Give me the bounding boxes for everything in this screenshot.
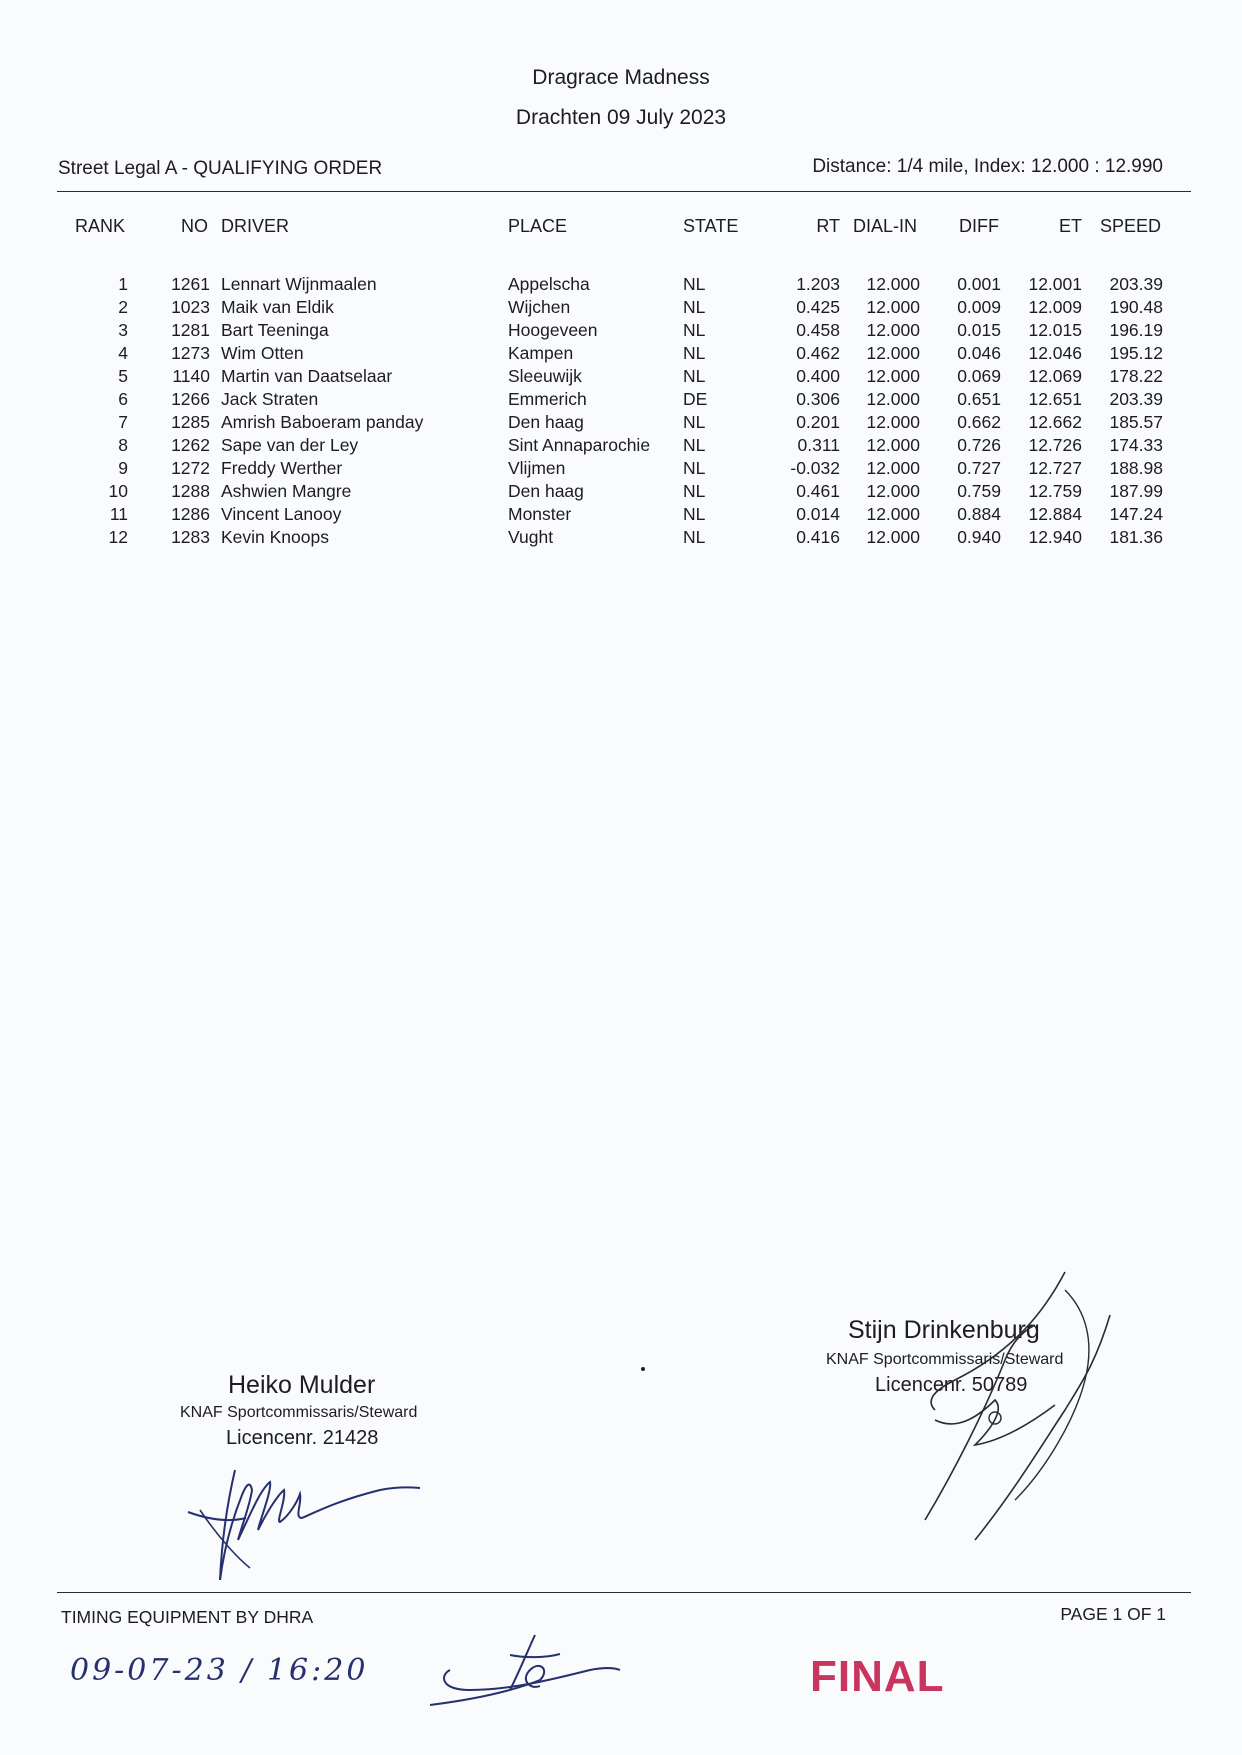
cell-state: NL xyxy=(683,274,706,294)
cell-dial-in: 12.000 xyxy=(866,389,920,409)
cell-dial-in: 12.000 xyxy=(866,366,920,386)
cell-rank: 5 xyxy=(118,366,128,386)
cell-speed: 190.48 xyxy=(1109,297,1163,317)
event-location-date: Drachten 09 July 2023 xyxy=(515,106,727,129)
cell-diff: 0.009 xyxy=(957,297,1001,317)
cell-dial-in: 12.000 xyxy=(866,527,920,547)
col-place: PLACE xyxy=(508,216,568,236)
cell-rank: 2 xyxy=(118,297,128,317)
cell-place: Vught xyxy=(508,527,554,547)
cell-et: 12.015 xyxy=(1028,320,1082,340)
cell-dial-in: 12.000 xyxy=(866,343,920,363)
cell-et: 12.009 xyxy=(1028,297,1082,317)
cell-no: 1286 xyxy=(171,504,210,524)
steward-left-licence: Licencenr. 21428 xyxy=(226,1427,379,1449)
cell-no: 1023 xyxy=(171,297,210,317)
distance-info: Distance: 1/4 mile, Index: 12.000 : 12.990 xyxy=(812,156,1163,177)
final-stamp: FINAL xyxy=(810,1652,945,1701)
cell-rt: 0.416 xyxy=(796,527,840,547)
cell-diff: 0.727 xyxy=(957,458,1001,478)
col-no: NO xyxy=(181,216,208,236)
cell-driver: Sape van der Ley xyxy=(221,435,359,455)
cell-speed: 203.39 xyxy=(1109,389,1163,409)
cell-dial-in: 12.000 xyxy=(866,320,920,340)
cell-dial-in: 12.000 xyxy=(866,435,920,455)
cell-et: 12.759 xyxy=(1028,481,1082,501)
cell-driver: Wim Otten xyxy=(221,343,304,363)
footer-divider xyxy=(57,1592,1191,1593)
cell-state: NL xyxy=(683,504,706,524)
cell-dial-in: 12.000 xyxy=(866,504,920,524)
col-diff: DIFF xyxy=(959,216,999,236)
cell-diff: 0.759 xyxy=(957,481,1001,501)
cell-speed: 181.36 xyxy=(1109,527,1163,547)
cell-driver: Bart Teeninga xyxy=(221,320,329,340)
cell-place: Monster xyxy=(508,504,572,524)
cell-no: 1261 xyxy=(171,274,210,294)
cell-driver: Vincent Lanooy xyxy=(221,504,342,524)
cell-et: 12.726 xyxy=(1028,435,1082,455)
cell-speed: 187.99 xyxy=(1109,481,1163,501)
cell-state: NL xyxy=(683,297,706,317)
cell-no: 1272 xyxy=(171,458,210,478)
cell-speed: 196.19 xyxy=(1109,320,1163,340)
cell-rt: 0.400 xyxy=(796,366,840,386)
col-driver: DRIVER xyxy=(221,216,290,236)
cell-place: Emmerich xyxy=(508,389,587,409)
cell-no: 1285 xyxy=(171,412,210,432)
cell-rank: 10 xyxy=(108,481,128,501)
ink-dot xyxy=(641,1367,645,1371)
timing-equipment: TIMING EQUIPMENT BY DHRA xyxy=(61,1607,314,1627)
cell-diff: 0.001 xyxy=(957,274,1001,294)
cell-dial-in: 12.000 xyxy=(866,412,920,432)
cell-no: 1262 xyxy=(171,435,210,455)
steward-left-name: Heiko Mulder xyxy=(228,1371,376,1399)
cell-et: 12.069 xyxy=(1028,366,1082,386)
col-speed: SPEED xyxy=(1100,216,1162,236)
cell-rt: 1.203 xyxy=(796,274,840,294)
cell-place: Den haag xyxy=(508,481,584,501)
cell-no: 1273 xyxy=(171,343,210,363)
col-dial-in: DIAL-IN xyxy=(853,216,918,236)
cell-no: 1281 xyxy=(171,320,210,340)
cell-dial-in: 12.000 xyxy=(866,481,920,501)
cell-speed: 203.39 xyxy=(1109,274,1163,294)
cell-rt: -0.032 xyxy=(790,458,840,478)
cell-driver: Kevin Knoops xyxy=(221,527,329,547)
cell-speed: 188.98 xyxy=(1109,458,1163,478)
cell-place: Kampen xyxy=(508,343,574,363)
cell-rank: 12 xyxy=(108,527,128,547)
cell-state: DE xyxy=(683,389,708,409)
cell-speed: 147.24 xyxy=(1109,504,1163,524)
cell-place: Sint Annaparochie xyxy=(508,435,651,455)
cell-rank: 7 xyxy=(118,412,128,432)
cell-driver: Jack Straten xyxy=(221,389,319,409)
steward-right-name: Stijn Drinkenburg xyxy=(848,1316,1040,1344)
cell-diff: 0.651 xyxy=(957,389,1001,409)
cell-state: NL xyxy=(683,458,706,478)
cell-state: NL xyxy=(683,366,706,386)
cell-et: 12.940 xyxy=(1028,527,1082,547)
cell-no: 1140 xyxy=(172,366,210,386)
col-et: ET xyxy=(1058,216,1082,236)
cell-state: NL xyxy=(683,481,706,501)
cell-rt: 0.461 xyxy=(796,481,840,501)
cell-rt: 0.014 xyxy=(796,504,840,524)
handwritten-timestamp: 09-07-23 / 16:20 xyxy=(70,1653,369,1688)
cell-et: 12.651 xyxy=(1028,389,1082,409)
col-rank: RANK xyxy=(75,216,126,236)
cell-driver: Amrish Baboeram panday xyxy=(221,412,424,432)
cell-state: NL xyxy=(683,343,706,363)
cell-dial-in: 12.000 xyxy=(866,274,920,294)
cell-et: 12.884 xyxy=(1028,504,1082,524)
cell-rank: 8 xyxy=(118,435,128,455)
cell-diff: 0.046 xyxy=(957,343,1001,363)
cell-place: Appelscha xyxy=(508,274,590,294)
cell-rank: 1 xyxy=(118,274,128,294)
cell-rank: 4 xyxy=(118,343,128,363)
header-divider xyxy=(57,191,1191,192)
cell-place: Vlijmen xyxy=(508,458,566,478)
steward-right-signature xyxy=(895,1270,1125,1560)
cell-rt: 0.306 xyxy=(796,389,840,409)
cell-diff: 0.015 xyxy=(957,320,1001,340)
steward-left-role: KNAF Sportcommissaris/Steward xyxy=(180,1404,418,1421)
timestamp-initials-signature xyxy=(410,1630,625,1715)
event-title: Dragrace Madness xyxy=(532,66,710,89)
cell-rank: 3 xyxy=(118,320,128,340)
col-state: STATE xyxy=(683,216,739,236)
cell-place: Wijchen xyxy=(508,297,571,317)
cell-rt: 0.311 xyxy=(797,435,840,455)
cell-et: 12.001 xyxy=(1028,274,1082,294)
cell-state: NL xyxy=(683,527,706,547)
col-rt: RT xyxy=(816,216,840,236)
cell-state: NL xyxy=(683,320,706,340)
cell-diff: 0.069 xyxy=(957,366,1001,386)
cell-rt: 0.458 xyxy=(796,320,840,340)
cell-driver: Ashwien Mangre xyxy=(221,481,352,501)
cell-rank: 11 xyxy=(109,504,128,524)
cell-diff: 0.662 xyxy=(957,412,1001,432)
cell-dial-in: 12.000 xyxy=(866,297,920,317)
cell-driver: Freddy Werther xyxy=(221,458,343,478)
cell-driver: Lennart Wijnmaalen xyxy=(221,274,377,294)
cell-diff: 0.726 xyxy=(957,435,1001,455)
cell-rt: 0.462 xyxy=(796,343,840,363)
cell-no: 1266 xyxy=(171,389,210,409)
cell-driver: Martin van Daatselaar xyxy=(221,366,393,386)
steward-left-signature xyxy=(180,1460,440,1590)
cell-speed: 178.22 xyxy=(1109,366,1163,386)
cell-et: 12.046 xyxy=(1028,343,1082,363)
cell-no: 1283 xyxy=(171,527,210,547)
cell-speed: 185.57 xyxy=(1109,412,1163,432)
cell-et: 12.662 xyxy=(1028,412,1082,432)
cell-place: Hoogeveen xyxy=(508,320,598,340)
cell-place: Sleeuwijk xyxy=(508,366,582,386)
cell-state: NL xyxy=(683,435,706,455)
cell-state: NL xyxy=(683,412,706,432)
cell-speed: 174.33 xyxy=(1109,435,1163,455)
cell-et: 12.727 xyxy=(1028,458,1082,478)
cell-no: 1288 xyxy=(171,481,210,501)
steward-right-licence: Licencenr. 50789 xyxy=(875,1374,1028,1396)
cell-diff: 0.884 xyxy=(957,504,1001,524)
page-number: PAGE 1 OF 1 xyxy=(1060,1604,1166,1624)
cell-driver: Maik van Eldik xyxy=(221,297,334,317)
cell-rt: 0.201 xyxy=(796,412,840,432)
cell-speed: 195.12 xyxy=(1109,343,1163,363)
steward-right-role: KNAF Sportcommissaris/Steward xyxy=(826,1351,1064,1368)
cell-rank: 6 xyxy=(118,389,128,409)
cell-place: Den haag xyxy=(508,412,584,432)
cell-rt: 0.425 xyxy=(796,297,840,317)
cell-diff: 0.940 xyxy=(957,527,1001,547)
class-label: Street Legal A - QUALIFYING ORDER xyxy=(58,158,383,179)
cell-rank: 9 xyxy=(118,458,128,478)
cell-dial-in: 12.000 xyxy=(866,458,920,478)
